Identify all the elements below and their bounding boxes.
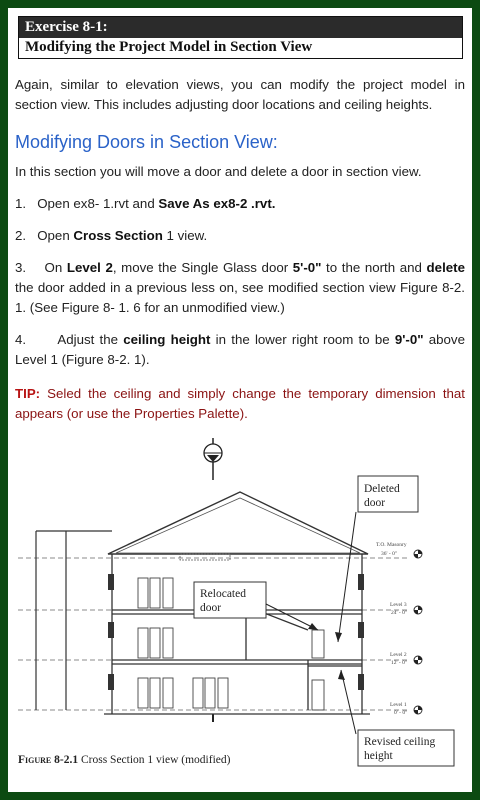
exercise-title: Modifying the Project Model in Section View [25,39,313,55]
roof-outline [108,492,368,554]
masonry-band [180,554,230,560]
tip-paragraph [15,384,465,424]
svg-text:Level 1: Level 1 [390,702,407,708]
callout-deleted-line1: Deleted [364,483,400,495]
tip-label: TIP: [15,386,41,401]
level-head-masonry [376,542,422,558]
page [8,8,472,792]
level-lines [18,558,408,710]
step-2: 2. Open Cross Section 1 view. [15,228,208,243]
callout-relocated-line2: door [200,602,222,614]
intro-paragraph: Again, similar to elevation views, you can modify the project model in section view. This includes adjusting door locations and ceiling heights. [15,77,465,112]
tip-text: Seled the ceiling and simply change the temporary dimension that appears (or use the Properties Palette). [15,386,465,421]
step-4: 4. Adjust the ceiling height in the lower right room to be 9'-0" above Level 1 (Figure 8-2. 1). [15,332,465,367]
callout-revised-line2: height [364,750,393,762]
callout-deleted-line2: door [364,497,386,509]
section-heading: Modifying Doors in Section View: [15,132,278,152]
callout-revised-line1: Revised ceiling [364,736,436,748]
svg-text:Level 3: Level 3 [390,602,407,608]
step-3: 3. On Level 2, move the Single Glass door 5'-0" to the north and delete the door added in a previous less on, see modified section view Figure 8-2. 1. (See Figure 8- 1. 6 for an unmodified view.) [15,260,465,315]
svg-text:36' - 0": 36' - 0" [381,551,398,557]
figure-number: Figure 8-2.1 [18,754,79,766]
figure-caption [18,754,230,766]
svg-text:Level 2: Level 2 [390,652,407,658]
svg-text:24' - 0": 24' - 0" [391,610,408,616]
svg-text:12' - 0": 12' - 0" [391,660,408,666]
step-1: 1. Open ex8- 1.rvt and Save As ex8-2 .rvt. [15,196,276,211]
exercise-header [18,16,463,59]
exercise-number: Exercise 8-1: [19,17,462,38]
callout-deleted-leader [338,512,356,642]
figure-caption-text: Cross Section 1 view (modified) [78,754,231,766]
svg-text:T.O. Masonry: T.O. Masonry [376,542,407,548]
callout-relocated-line1: Relocated [200,588,246,600]
level-head-level1 [390,702,422,716]
level-head-level3 [390,602,422,616]
roof-inner [116,498,360,553]
section-marker-icon [204,438,222,480]
svg-text:0' - 0": 0' - 0" [394,710,408,716]
section-intro: In this section you will move a door and delete a door in section view. [15,164,422,179]
level-head-level2 [390,652,422,666]
